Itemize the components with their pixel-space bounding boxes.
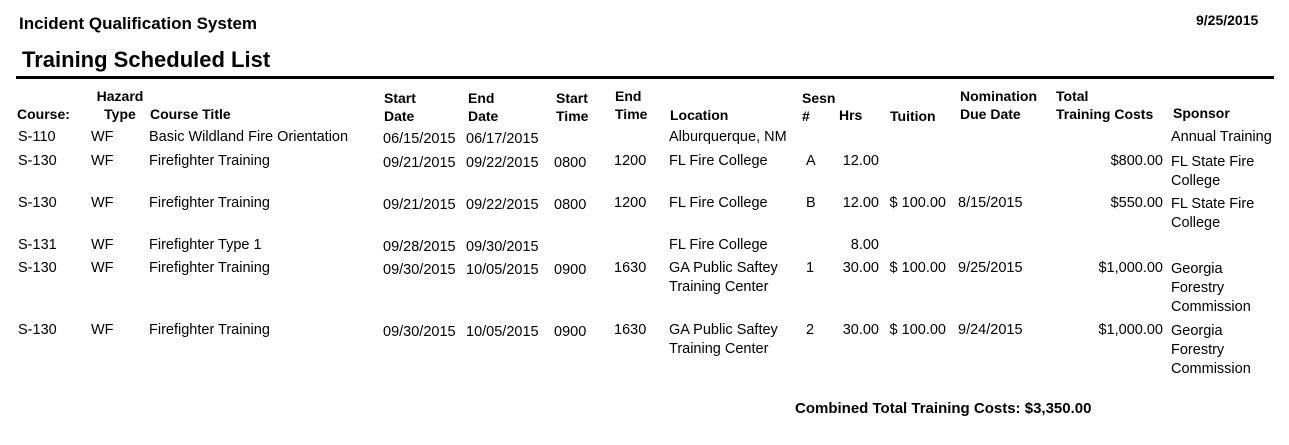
- cell-total-cost: $800.00: [1110, 153, 1163, 169]
- cell-session: A: [806, 153, 816, 169]
- cell-sponsor-line: Annual Training: [1171, 129, 1272, 145]
- col-hazard-type: [90, 87, 150, 123]
- cell-sponsor-line: College: [1171, 215, 1221, 231]
- cell-start-time: 0800: [554, 197, 587, 213]
- cell-title: Firefighter Training: [149, 153, 270, 169]
- cell-tuition: $ 100.00: [889, 260, 946, 276]
- cell-session: 1: [806, 260, 815, 276]
- cell-sponsor: [1171, 195, 1254, 233]
- col-course-title: Course Title: [150, 106, 231, 122]
- header-rule: [16, 76, 1274, 79]
- col-hazard-line1: Hazard: [96, 88, 144, 104]
- col-location: Location: [670, 107, 729, 123]
- col-session-line1: Sesn: [802, 90, 836, 106]
- cell-nomination-due: 8/15/2015: [958, 195, 1023, 211]
- col-session-line2: #: [802, 108, 810, 124]
- cell-title: Firefighter Type 1: [149, 237, 262, 253]
- cell-end-time: 1630: [614, 260, 647, 276]
- cell-session: 2: [806, 322, 815, 338]
- cell-start-date: 09/21/2015: [383, 155, 456, 171]
- cell-tuition: $ 100.00: [889, 195, 946, 211]
- cell-start-date: 06/15/2015: [383, 131, 456, 147]
- cell-tuition: $ 100.00: [889, 322, 946, 338]
- cell-title: Basic Wildland Fire Orientation: [149, 129, 349, 145]
- cell-end-date: 10/05/2015: [466, 262, 539, 278]
- col-start-time: [556, 89, 588, 125]
- cell-hours: 30.00: [842, 260, 879, 276]
- system-title: Incident Qualification System: [19, 14, 258, 33]
- cell-course: S-131: [18, 237, 57, 253]
- cell-end-date: 06/17/2015: [466, 131, 539, 147]
- cell-total-cost: $1,000.00: [1098, 260, 1163, 276]
- col-session: [802, 89, 835, 125]
- cell-location: [669, 152, 768, 171]
- col-total-line1: Total: [1056, 88, 1089, 104]
- col-end-time-line2: Time: [615, 106, 648, 122]
- cell-hazard: WF: [91, 260, 114, 276]
- cell-location-line: FL Fire College: [669, 153, 768, 169]
- cell-location-line: FL Fire College: [669, 237, 768, 253]
- cell-sponsor-line: Forestry: [1171, 280, 1225, 296]
- col-total-costs: [1056, 87, 1153, 123]
- cell-title: Firefighter Training: [149, 322, 270, 338]
- cell-end-date: 09/22/2015: [466, 197, 539, 213]
- cell-sponsor-line: Forestry: [1171, 342, 1225, 358]
- cell-location-line: GA Public Saftey: [669, 322, 778, 338]
- cell-location: [669, 236, 768, 255]
- cell-sponsor-line: Commission: [1171, 299, 1251, 315]
- cell-location: [669, 194, 768, 213]
- cell-end-time: 1200: [614, 195, 647, 211]
- cell-location: [669, 259, 778, 297]
- cell-course: S-130: [18, 260, 57, 276]
- col-nomination-due: [960, 87, 1037, 123]
- cell-hours: 8.00: [850, 237, 879, 253]
- cell-start-time: 0900: [554, 262, 587, 278]
- cell-location: [669, 321, 778, 359]
- combined-total: [795, 400, 1091, 417]
- cell-course: S-110: [18, 129, 56, 145]
- cell-hazard: WF: [91, 129, 114, 145]
- cell-sponsor-line: Georgia: [1171, 323, 1223, 339]
- cell-session: B: [806, 195, 816, 211]
- col-sponsor: Sponsor: [1173, 105, 1230, 121]
- col-total-line2: Training Costs: [1056, 106, 1154, 122]
- col-nomination-line1: Nomination: [960, 88, 1037, 104]
- col-end-date: [468, 89, 498, 125]
- cell-sponsor-line: Commission: [1171, 361, 1251, 377]
- col-start-date-line1: Start: [384, 90, 416, 106]
- cell-location-line: Training Center: [669, 341, 769, 357]
- cell-hazard: WF: [91, 237, 114, 253]
- cell-end-date: 10/05/2015: [466, 324, 539, 340]
- col-tuition: Tuition: [890, 108, 936, 124]
- cell-start-date: 09/30/2015: [383, 262, 456, 278]
- col-course: Course:: [17, 106, 70, 122]
- col-end-time: [615, 87, 647, 123]
- cell-location-line: FL Fire College: [669, 195, 768, 211]
- col-end-date-line1: End: [468, 90, 495, 106]
- cell-start-time: 0900: [554, 324, 587, 340]
- cell-hours: 12.00: [842, 195, 879, 211]
- col-start-time-line2: Time: [556, 108, 589, 124]
- cell-sponsor-line: FL State Fire: [1171, 154, 1255, 170]
- cell-course: S-130: [18, 153, 57, 169]
- cell-title: Firefighter Training: [149, 260, 270, 276]
- cell-location-line: Alburquerque, NM: [669, 129, 787, 145]
- col-start-date: [384, 89, 416, 125]
- cell-sponsor-line: Georgia: [1171, 261, 1223, 277]
- col-start-time-line1: Start: [556, 90, 588, 106]
- report-title: Training Scheduled List: [22, 47, 271, 72]
- combined-total-value: $3,350.00: [1024, 400, 1092, 417]
- cell-nomination-due: 9/24/2015: [958, 322, 1023, 338]
- cell-end-date: 09/30/2015: [466, 239, 539, 255]
- cell-course: S-130: [18, 322, 57, 338]
- cell-location-line: GA Public Saftey: [669, 260, 778, 276]
- cell-sponsor-line: College: [1171, 173, 1221, 189]
- col-nomination-line2: Due Date: [960, 106, 1021, 122]
- cell-hazard: WF: [91, 195, 114, 211]
- col-end-date-line2: Date: [468, 108, 499, 124]
- cell-title: Firefighter Training: [149, 195, 270, 211]
- cell-sponsor: [1171, 322, 1251, 379]
- cell-end-time: 1200: [614, 153, 647, 169]
- cell-start-date: 09/28/2015: [383, 239, 456, 255]
- cell-sponsor-line: FL State Fire: [1171, 196, 1255, 212]
- cell-end-date: 09/22/2015: [466, 155, 539, 171]
- cell-sponsor: [1171, 153, 1254, 191]
- col-end-time-line1: End: [615, 88, 642, 104]
- cell-start-date: 09/30/2015: [383, 324, 456, 340]
- cell-start-time: 0800: [554, 155, 587, 171]
- cell-hazard: WF: [91, 322, 114, 338]
- cell-hazard: WF: [91, 153, 114, 169]
- cell-hours: 12.00: [842, 153, 879, 169]
- col-hours: Hrs: [839, 107, 863, 123]
- cell-hours: 30.00: [842, 322, 879, 338]
- cell-start-date: 09/21/2015: [383, 197, 456, 213]
- cell-location-line: Training Center: [669, 279, 769, 295]
- col-hazard-line2: Type: [104, 106, 136, 122]
- cell-end-time: 1630: [614, 322, 647, 338]
- cell-sponsor: [1171, 128, 1272, 147]
- cell-total-cost: $1,000.00: [1098, 322, 1163, 338]
- cell-course: S-130: [18, 195, 57, 211]
- cell-sponsor: [1171, 260, 1251, 317]
- cell-total-cost: $550.00: [1110, 195, 1163, 211]
- cell-location: [669, 128, 787, 147]
- combined-total-label: Combined Total Training Costs:: [795, 400, 1021, 417]
- report-date: 9/25/2015: [1196, 12, 1259, 28]
- col-start-date-line2: Date: [384, 108, 415, 124]
- cell-nomination-due: 9/25/2015: [958, 260, 1023, 276]
